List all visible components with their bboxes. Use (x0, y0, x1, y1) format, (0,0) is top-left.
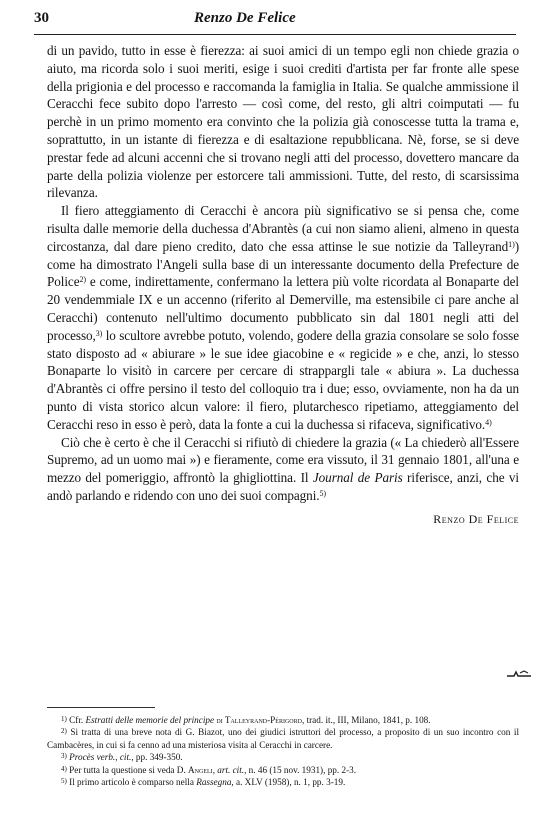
footnotes (47, 714, 519, 788)
footnote-text: , (212, 764, 218, 775)
footnote-text: art. cit. (217, 764, 245, 775)
paragraph-text: Ciò che è certo è che il Ceracchi si rifiutò di chiedere la grazia (« La chiederò all'Essere Supremo, ad un uomo mai ») e fieramente, come era vissuto, il 31 gennaio 1801, all'una e mezzo del pomeriggio, affrontò la ghigliottina. Il (47, 434, 519, 486)
footnote-number: 5) (61, 777, 67, 786)
footnote-ref-1[interactable]: 1) (508, 239, 515, 249)
signature-flourish-icon (506, 668, 532, 678)
paragraph-1 (47, 42, 519, 202)
footnote-text: , (115, 752, 120, 763)
journal-title: Journal de Paris (312, 470, 403, 486)
running-head: Renzo De Felice (194, 10, 296, 26)
page-header (34, 10, 516, 30)
footnote-5 (47, 776, 519, 788)
paragraph-text: ) come ha dimostrato l'Angeli sulla base di un interessante documento della Prefecture de Police (47, 238, 519, 290)
header-rule (34, 34, 516, 35)
paragraph-text: Il fiero atteggiamento di Ceracchi è ancora più significativo se si pensa che, come risulta dalle memorie della duchessa d'Abrantès (a cui non siamo alieni, almeno in questa circostanza, dal dare pieno credito, dato che essa attinse le sue notizie da Talleyrand (47, 203, 519, 254)
footnote-ref-3[interactable]: 3) (95, 328, 103, 338)
author-signature: Renzo De Felice (433, 511, 519, 526)
footnote-text: , n. 46 (15 nov. 1931), pp. 2-3. (244, 764, 357, 775)
footnote-text: Per tutta la questione si veda D. (69, 764, 189, 775)
footnote-2 (47, 726, 519, 751)
footnote-text: , a. XLV (1958), n. 1, pp. 3-19. (231, 777, 346, 788)
main-text (47, 42, 519, 529)
footnote-text: , trad. it., III, Milano, 1841, p. 108. (301, 715, 431, 725)
footnote-text: Rassegna (196, 777, 232, 788)
footnote-text: cit. (119, 752, 132, 763)
footnote-number: 2) (61, 727, 67, 736)
footnote-text: Estratti delle memorie del principe (85, 715, 215, 725)
paragraph-2 (47, 202, 519, 433)
paragraph-text: e come, indirettamente, confermano la lettera più volte ricordata al Bonaparte del 20 vendemmiale IX e un accenno (riferito al Demerville, ma estensibile ci pare anche al Ceracchi) contenuto nell'ultimo documento pubblicato sin dal 1801 negli atti del processo, (47, 274, 519, 343)
footnote-text: Angeli (188, 764, 213, 775)
page-number: 30 (34, 10, 49, 26)
footnote-rule (47, 707, 155, 708)
footnote-number: 1) (61, 715, 67, 723)
footnote-3 (47, 751, 519, 763)
footnote-ref-2[interactable]: 2) (79, 275, 86, 285)
footnote-text: Cfr. (69, 715, 86, 725)
footnote-4 (47, 764, 519, 776)
footnote-number: 4) (61, 764, 67, 773)
footnote-1 (47, 714, 519, 726)
footnote-text: Il primo articolo è comparso nella (69, 777, 197, 788)
footnote-text: Si tratta di una breve nota di G. Biazot, uno dei giudici istruttori del processo, a proposito di un suo incontro con il Cambacères, in cui si fa cenno ad una misteriosa visita al Ceracchi in carcere. (47, 727, 519, 750)
footnote-number: 3) (61, 752, 67, 761)
footnote-text: di Talleyrand-Périgord (214, 715, 302, 725)
footnote-ref-4[interactable]: 4) (485, 417, 492, 427)
footnote-text: Procès verb. (69, 752, 116, 763)
paragraph-text: lo scultore avrebbe potuto, volendo, godere della grazia consolare se solo fosse stato disposto ad « abiurare » le sue idee giacobine e « regicide » e che, anzi, lo stesso Bonaparte lo visitò in carcere per cercare di strappargli tale « abiura ». La duchessa d'Abrantès ci offre persino il testo del colloquio tra i due; esso, ovviamente, non ha da un punto di vista storico alcun valore: il fiero, plutarchesco ripetiamo, atteggiamento del Ceracchi reso in esso è però, data la fonte a cui la duchessa si rifaceva, significativo. (47, 327, 519, 432)
paragraph-text: di un pavido, tutto in esse è fierezza: ai suoi amici di un tempo egli non chiede grazia o aiuto, ma ricorda solo i suoi meriti, esige i suoi crediti d'artista per far fronte alle spese della prigionia e del processo e raccomanda la famiglia in Italia. Se qualche ammissione il Ceracchi fece subito dopo l'arresto — così come, del resto, gli altri coimputati — fu perchè in un primo momento era convinto che la polizia già conoscesse tutta la trama e, soprattutto, in un istante di fierezza e di esaltazione repubblicana. Nè, forse, se si deve prestar fede ad alcuni accenni che si trovano negli atti del processo, dovettero mancare da parte della polizia violenze per estorcere tali ammissioni. Tutte, del resto, di scarsissima rilevanza. (47, 43, 519, 201)
footnote-ref-5[interactable]: 5) (319, 488, 327, 498)
paragraph-text: riferisce, anzi, che vi andò parlando e ridendo con uno dei suoi compagni. (47, 470, 519, 503)
paragraph-3 (47, 434, 519, 505)
footnote-text: , pp. 349-350. (131, 752, 183, 763)
